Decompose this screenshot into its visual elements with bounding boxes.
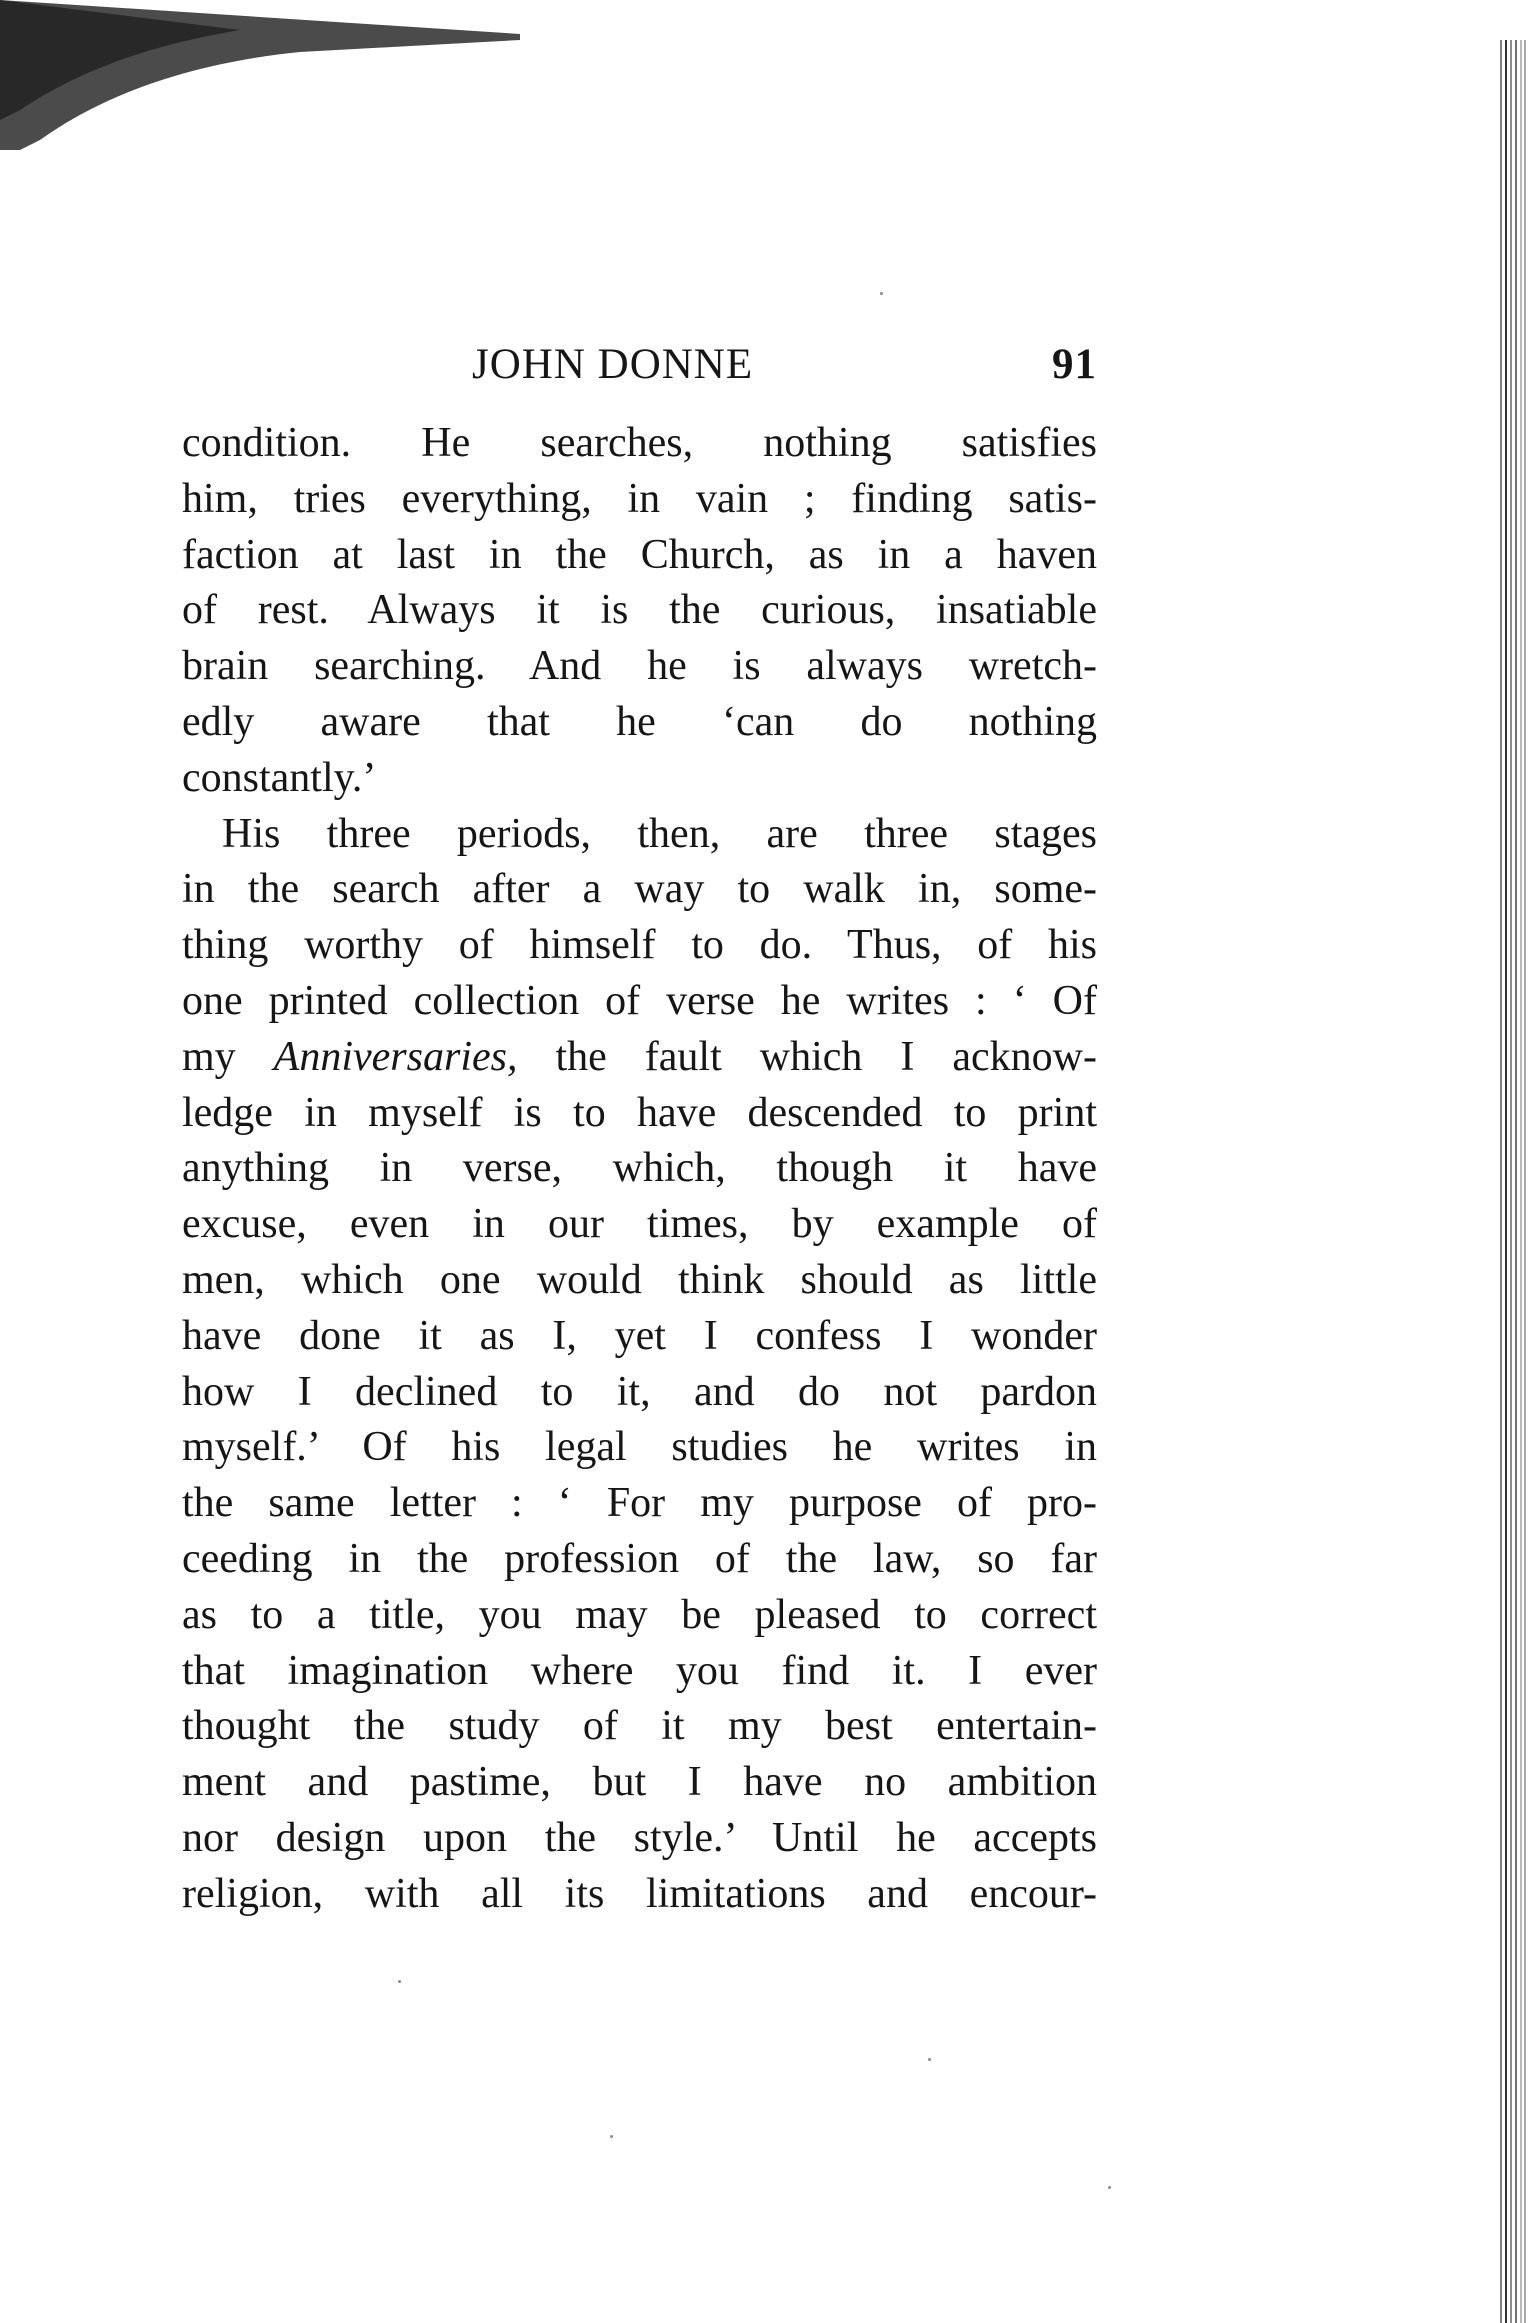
text-line-with-italic	[182, 1030, 1097, 1086]
text-line: of rest. Always it is the curious, insatiable	[182, 587, 1097, 634]
scan-speck	[398, 1980, 401, 1983]
text-line: constantly.’	[182, 754, 377, 801]
body-text	[182, 416, 1097, 1923]
text-line: the same letter : ‘ For my purpose of pro-	[182, 1480, 1097, 1527]
italic-title: Anniversaries,	[273, 1033, 518, 1080]
text-line: edly aware that he ‘can do nothing	[182, 698, 1097, 745]
scan-speck	[928, 2058, 931, 2061]
scan-speck	[880, 292, 883, 295]
text-line: ceeding in the profession of the law, so far	[182, 1535, 1097, 1582]
text-line: brain searching. And he is always wretch-	[182, 643, 1097, 690]
page-edge-lines	[1497, 40, 1537, 2323]
text-line: in the search after a way to walk in, some-	[182, 866, 1097, 913]
text-line: thought the study of it my best entertain-	[182, 1703, 1097, 1750]
text-line: one printed collection of verse he writes : ‘ Of	[182, 977, 1097, 1024]
text-line: ledge in myself is to have descended to print	[182, 1089, 1097, 1136]
text-line: anything in verse, which, though it have	[182, 1145, 1097, 1192]
scan-smudge	[0, 0, 560, 170]
text-line: thing worthy of himself to do. Thus, of his	[182, 922, 1097, 969]
text-segment: my	[182, 1033, 274, 1080]
text-line: condition. He searches, nothing satisfies	[182, 420, 1097, 466]
text-line: that imagination where you find it. I ever	[182, 1647, 1097, 1694]
text-line: religion, with all its limitations and encour-	[182, 1870, 1097, 1917]
text-line: His three periods, then, are three stages	[222, 810, 1097, 857]
running-title: JOHN DONNE	[472, 341, 754, 388]
text-line: excuse, even in our times, by example of	[182, 1201, 1097, 1248]
text-line: ment and pastime, but I have no ambition	[182, 1759, 1097, 1806]
running-head	[182, 340, 1097, 410]
book-page	[182, 340, 1097, 1923]
text-line: nor design upon the style.’ Until he accepts	[182, 1814, 1097, 1861]
page-number: 91	[1052, 341, 1097, 388]
text-line: men, which one would think should as little	[182, 1256, 1097, 1303]
text-line: have done it as I, yet I confess I wonder	[182, 1312, 1097, 1359]
text-line: faction at last in the Church, as in a haven	[182, 531, 1097, 578]
scan-speck	[610, 2135, 613, 2138]
text-line: him, tries everything, in vain ; finding satis-	[182, 475, 1097, 522]
text-line: how I declined to it, and do not pardon	[182, 1368, 1097, 1415]
text-segment: the fault which I acknow-	[517, 1033, 1097, 1080]
scan-speck	[1108, 2186, 1111, 2189]
text-line: myself.’ Of his legal studies he writes in	[182, 1424, 1097, 1471]
text-line: as to a title, you may be pleased to correct	[182, 1591, 1097, 1638]
